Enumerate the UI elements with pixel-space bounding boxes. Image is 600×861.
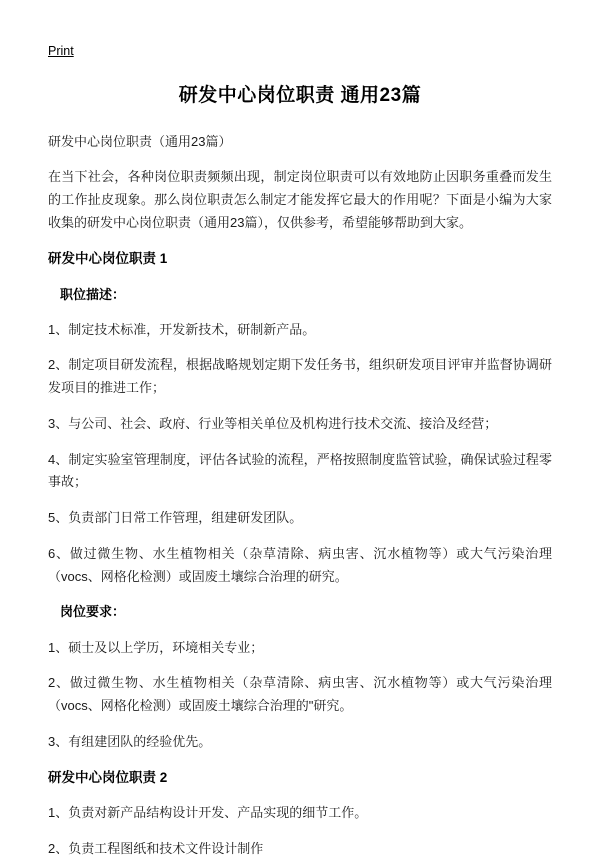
paragraph: 4、制定实验室管理制度，评估各试验的流程，严格按照制度监管试验，确保试验过程零事故；	[48, 451, 552, 490]
paragraph: 2、负责工程图纸和技术文件设计制作	[48, 841, 264, 857]
paragraph: 3、有组建团队的经验优先。	[48, 733, 212, 749]
paragraph: 5、负责部门日常工作管理，组建研发团队。	[48, 510, 303, 526]
section-heading: 研发中心岗位职责 2	[48, 769, 168, 785]
section-heading: 研发中心岗位职责 1	[48, 250, 168, 266]
section-subheading: 岗位要求：	[60, 604, 126, 620]
paragraph: 1、制定技术标准，开发新技术，研制新产品。	[48, 321, 316, 337]
paragraph: 在当下社会，各种岗位职责频频出现，制定岗位职责可以有效地防止因职务重叠而发生的工作扯皮现象。那么岗位职责怎么制定才能发挥它最大的作用呢？下面是小编为大家收集的研发中心岗位职责（通用23篇），仅供参考，希望能够帮助到大家。	[48, 169, 552, 230]
section-subheading: 职位描述：	[60, 286, 126, 302]
print-button[interactable]: Print	[48, 44, 74, 58]
page-title: 研发中心岗位职责 通用23篇	[178, 85, 422, 106]
paragraph: 1、负责对新产品结构设计开发、产品实现的细节工作。	[48, 805, 368, 821]
paragraph: 3、与公司、社会、政府、行业等相关单位及机构进行技术交流、接洽及经营；	[48, 415, 498, 431]
paragraph: 6、做过微生物、水生植物相关（杂草清除、病虫害、沉水植物等）或大气污染治理（vocs、网格化检测）或固废土壤综合治理的研究。	[48, 545, 552, 584]
paragraph: 研发中心岗位职责（通用23篇）	[48, 133, 232, 149]
document-body	[48, 131, 552, 861]
paragraph: 2、做过微生物、水生植物相关（杂草清除、病虫害、沉水植物等）或大气污染治理（vocs、网格化检测）或固废土壤综合治理的"研究。	[48, 675, 552, 714]
paragraph: 1、硕士及以上学历，环境相关专业；	[48, 639, 264, 655]
paragraph: 2、制定项目研发流程，根据战略规划定期下发任务书，组织研发项目评审并监督协调研发项目的推进工作；	[48, 357, 552, 396]
